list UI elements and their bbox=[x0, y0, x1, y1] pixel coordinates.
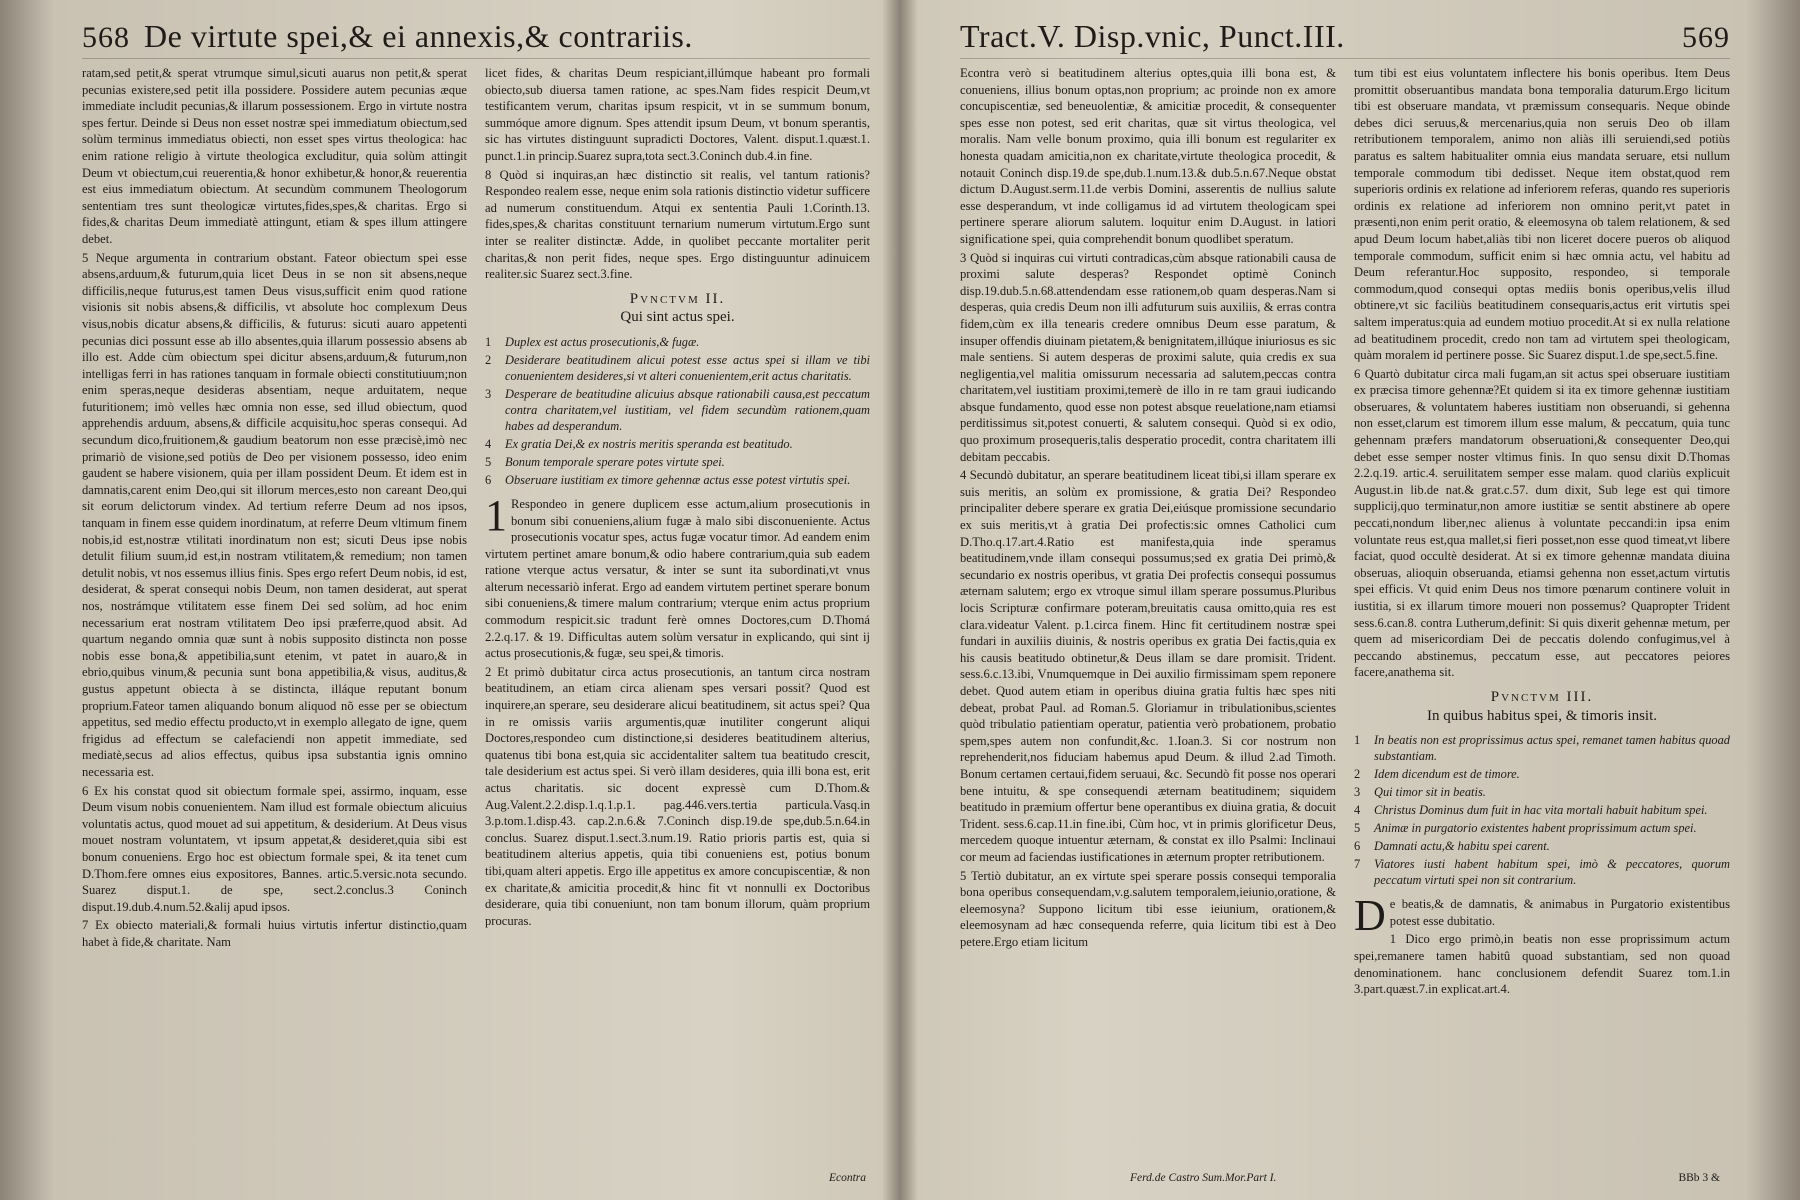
summary-item: 1 In beatis non est proprissimus actus spei, remanet tamen habitus quoad substantiam. bbox=[1354, 733, 1730, 764]
signature-mark: BBb 3 & bbox=[1678, 1172, 1720, 1184]
summary-item: 7 Viatores iusti habent habitum spei, imò & peccatores, quorum peccatum virtuti spei non sit contrarium. bbox=[1354, 857, 1730, 888]
paragraph: De beatis,& de damnatis, & animabus in Purgatorio existentibus potest esse dubitatio. bbox=[1354, 891, 1730, 941]
paragraph: 1Respondeo in genere duplicem esse actum,alium prosecutionis in bonum sibi conueniens,alium fugæ à malo sibi disconueniente. Actus prosecutionis vocatur spes, actus fugæ vocatur timor. Ad eandem enim virtutem pertinet amare bonum,& odio habere contrarium,quia sub eadem ratione vterque actus versatur, & inter se sunt ita subordinati,vt vnus alterum necessariò inferat. Ergo ad eandem virtutem pertinet sperare bonum sibi conueniens,& timere malum contrarium; vterque enim actus proprium commodum respicit.sic tradunt ferè omnes Doctores,cum D.Thomá 2.2.q.17. & 19. Difficultas autem solùm versatur in explicando, qui sint ij actus prosecutionis,& fugæ, seu spei,& timoris. bbox=[485, 490, 870, 661]
paragraph: 4 Secundò dubitatur, an sperare beatitudinem liceat tibi,si illam sperare ex suis meritis, an solùm ex promissione, & gratia Dei? Respondeo principaliter debere sperare ex gratia Dei,eiúsque promissione secundario ex suis meritis,vt à gratia Dei profectis:sic omnes Catholici cum D.Tho.q.17.art.4.Ratio est manifesta,quia inde speramus beatitudinem,vnde illam consequi possumus;sed ex gratia Dei primò,& secundario ex nostris operibus, vt gratia Dei profectis consequi possumus æternam salutem; ergo ex vtroque simul illam sperare possumus.Pluribus locis Scripturæ confirmare poteram,breuitatis causa omitto,quia res est clara.videatur Valent. p.1.circa finem. Hinc fit certitudinem nostræ spei fundari in auxiliis diuinis, & nostris operibus ex gratia Dei factis,quia ex his causis beatitudo obtinetur,& Deus illam se dare promisit. Trident. sess.6.c.13.ibi, Vnumquemque in Dei auxilio firmissimam spem reponere debet. Quod autem etiam in operibus diuina gratia fultis hæc spes niti debeat, probat Paul. ad Roman.5. Gloriamur in tribulationibus,scientes quòd tribulatio patientiam operatur, patientia verò probationem, probatio spem,spes autem non confundit,&c. 1.Ioan.3. Si cor nostrum non reprehenderit,nos fiduciam habemus apud Deum. & illud 2.ad Timoth. Bonum certamen certaui,fidem seruaui, &c. Secundò fit posse nos operari bene intuitu, & spe consequendi æternam beatitudinem; siquidem beatitudo in præmium offertur bene operantibus ex diuina gratia, & docuit Trident. sess.6.cap.11.in fine.ibi, Cùm hoc, vt in primis glorificetur Deus, mercedem quoque intuentur æternam, & constat ex illo Psalmi: Inclinaui cor meum ad faciendas iustificationes in æternum propter retributionem. bbox=[960, 468, 1336, 864]
summary-list bbox=[485, 334, 870, 488]
paragraph: 6 Ex his constat quod sit obiectum formale spei, assirmo, inquam, esse Deum visum nobis conuenientem. Nam illud est formale obiectum alicuius voluntatis actus, quod mouet ad sui appetitum, & desiderium. At Deus visus mouet nostram voluntatem, vt ipsum appetat,& desideret,quia sibi est bonum conueniens. Ergo hoc est obiectum formale spei, & ita tenet cum D.Thom.fere omnes eius expositores, Bannes. artic.5.versic.nota secundo. Suarez disput.1. de spe, sect.2.conclus.3 Coninch disput.19.dub.4.num.52.&alij apud ipsos. bbox=[82, 783, 467, 914]
paragraph: 1 Dico ergo primò,in beatis non esse proprissimum actum spei,remanere tamen habitû quoad substantiam, sed non quoad denominationem. hanc conclusionem defendit Suarez tom.1.in 3.part.quæst.7.in explicat.art.4. bbox=[1354, 932, 1730, 997]
summary-list bbox=[1354, 732, 1730, 888]
running-title: Tract.V. Disp.vnic, Punct.III. bbox=[960, 18, 1345, 54]
left-columns bbox=[82, 65, 870, 1175]
section-subtitle: Qui sint actus spei. bbox=[620, 309, 735, 326]
paragraph: ratam,sed petit,& sperat vtrumque simul,sicuti auarus non petit,& sperat pecunias existere,sed petit illa possidere. Possidere autem pecunias æque immediate includit pecunias,& illarum possessionem. Ergo in virtute nostra spes fertur. Deinde si Deus non esset nostræ spei immediatum obiectum,sed solùm terminus immediatus obiecti, non esset spes virtus theologica: hac enim ratione religio à virtute theologica excluditur, quia solùm attingit Deum vt obiectum,cui reuerentia,& honor exhibetur,& honor,& reuerentia est eius immediatum obiectum. At secundùm communem Theologorum sententiam tres sunt theologicæ virtutes,fides,spes,& charitas. Ergo si fides,& charitas Deum immediatè attingunt, etiam & spes illum attingere debet. bbox=[82, 66, 467, 246]
summary-item: 4 Christus Dominus dum fuit in hac vita mortali habuit habitum spei. bbox=[1354, 803, 1708, 818]
paragraph: 5 Neque argumenta in contrarium obstant. Fateor obiectum spei esse absens,arduum,& futurum,quia licet Deus in se non sit absens,neque difficilis,neque futurus,est tamen Deus visus,sufficit enim quod ratione visionis sit nobis absens,& difficilis, vt absolute hoc complexum Deus visus,nobis dicatur absens,& difficilis, & futurus: sicuti auaro appetenti pecunias dici possunt esse ab illo absentes,quia illarum possessio absens ab illo est. Adde cùm obiectum spei dicitur absens,arduum,& futurum,non intelligas ferri in has rationes tanquam in formale obiecti constitutiuum;non enim speras,neque desideras absentiam, neque arduitatem, neque futuritionem; imò velles hæc omnia non esse, sed illud obiectum, quod apprehendis arduum, absens,& difficile acquisitu,hoc speras consequi. Ad secundum dico,fruitionem,& gaudium beatorum non esse præcisè,imò nec primariò de visione,sed potiùs de Deo per visionem possesso, ideo enim gaudent se habere visionem, quia per illam possident Deum. Et idem est in damnatis,carent enim Deo,qui sit illorum merces,esto non careant Deo,qui sit eorum delictorum vindex. Ad tertium referre Deum ad nos ipsos, tanquam in finem esse quidem inordinatum, at referre Deum vltimum finem nobis,id est,nostræ vtilitati inordinatum non est; sicuti Deus ipse nobis detulit filium suum,id est,in nostram vtilitatem,& remedium; non tamen detulit nobis, vt nos essemus illius finis. Spes ergo refert Deum nobis, id est, desiderat, & sperat consequi nobis Deum, non tamen desiderat, aut sperat nos, nostrámque vtilitatem esse finem Dei sed solùm, ad hoc enim necessarium erat nostram vtilitatem Deo ipsi præferre,quod absit. Ad quartum negando omnia quæ sunt à nobis supposito distincta non posse nobis esse bona,& appetibilia,sunt etenim, vt patet in auaro,& in ebrio,quibus vinum,& pecunia sunt bona appetibilia,& visus, auditus,& gustus appetunt obiecta à se distincta, illáque reputant bonum proprium.Fateor tamen aliquando bonum aliquod nõ esse per se obiectum appetitus, sed medio effectu producto,vt in exemplo allegato de igne, quem frigidus ad effectum se calefaciendi non appetit immediate, sed mediatè,secus ad alios effectus, quibus ipsa substantia ignis omnino necessaria est. bbox=[82, 250, 467, 779]
paragraph: 6 Quartò dubitatur circa mali fugam,an sit actus spei obseruare iustitiam ex præcisa timore gehennæ?Et quidem si ita ex timore gehennæ iustitiam obseruares, & voluntatem haberes iustitiam non obseruandi, si gehenna non esset,clarum est timorem illum esse malum, & peccatum, quia tunc gehennam præfers mandatorum obseruationi,& consequenter Deo,qui debet esse semper noster vltimus finis. In quo sensu dixit D.Thomas 2.2.q.19. artic.4. seruilitatem semper esse malam. quod clariùs explicuit August.in lib.de nat.& grat.c.57. dum dixit, Sub lege est qui timore supplicij,quo terminatur,non amore iustitiæ se sentit abstinere ab opere peccati,nondum liber,nec alienus à voluntate peccandi:in ipsa enim voluntate reus est,qua mallet,si fieri posset,non esse quod timeat,vt libere faciat, quod occultè desiderat. At si ex timore gehennæ mandata diuina obseruas, alioquin obseruanda, etiamsi gehenna non esset,actum virtutis spei efficis. Vt quid enim Deus nos timore pœnarum continere voluit in iustitia, si ex illarum timore moueri non possemus? Quapropter Trident sess.6.can.8. contra Lutherum,definit: Si quis dixerit gehennæ metum, per quem ad misericordiam Dei de peccatis dolendo confugimus,vel à peccando abstinemus, peccatum esse, aut peccatores peiores facere,anathema sit. bbox=[1354, 366, 1730, 680]
right-columns bbox=[960, 65, 1730, 1175]
page-number: 568 bbox=[82, 21, 130, 54]
paragraph: 5 Tertiò dubitatur, an ex virtute spei sperare possis consequi temporalia bona operibus consequendam,v.g.salutem temporalem,ieiunio,oratione, & eleemosyna? Suppono licitum tibi esse ieiunium, orationem,& eleemosynam ad hæc consequenda referre, quia licitum tibi est à Deo petere.Ergo etiam licitum bbox=[960, 868, 1336, 949]
paragraph: 8 Quòd si inquiras,an hæc distinctio sit realis, vel tantum rationis? Respondeo realem esse, neque enim sola rationis distinctio videtur sufficere ad numerum constituendum. Atqui ex sententia Pauli 1.Corinth.13. fides,spes,& charitas constituunt ternarium numerum virtutum.Ergo sunt inter se realiter distinctæ. Adde, in quolibet peccante mortaliter perit charitas,& non perit fides, neque spes. Ergo distinguuntur adinuicem realiter.sic Suarez sect.3.fine. bbox=[485, 167, 870, 282]
running-head-right bbox=[960, 18, 1730, 59]
right-column-2 bbox=[1354, 65, 1730, 1175]
footer-signature: Ferd.de Castro Sum.Mor.Part I. bbox=[1130, 1172, 1277, 1184]
catchword: Econtra bbox=[828, 1172, 866, 1184]
paragraph: licet fides, & charitas Deum respiciant,illúmque habeant pro formali obiecto,sub diuersa tamen ratione, ac spes.Nam fides respicit Deum,vt testificantem verum, charitas ipsum respicit, vt in se summum bonum, summóque amore dignum. Spes attendit ipsum Deum, vt bonum sperantis, sic has virtutes distinguunt supradicti Doctores, Valent. disput.1.quæst.1. punct.1.in princip.Suarez supra,tota sect.3.Coninch dub.4.in fine. bbox=[485, 66, 870, 163]
summary-item: 6 Damnati actu,& habitu spei carent. bbox=[1354, 839, 1550, 854]
summary-item: 1 Duplex est actus prosecutionis,& fugæ. bbox=[485, 334, 700, 349]
summary-item: 3 Qui timor sit in beatis. bbox=[1354, 785, 1486, 800]
running-title: De virtute spei,& ei annexis,& contrariis. bbox=[144, 18, 693, 54]
summary-item: 2 Idem dicendum est de timore. bbox=[1354, 767, 1520, 782]
paragraph: Econtra verò si beatitudinem alterius optes,quia illi bona est, & conueniens, illius bonum optas,non proprium; ac proinde non ex amore concupiscentiæ, sed beneuolentiæ, & amicitiæ procedit, & consequenter spes esse non potest, sed erit charitas, quæ sit virtus theologica, vel moralis. Nam velle bonum proximo, quia illi bonum est regulariter ex honesta quadam amicitia,non ex charitate,virtute theologica procedit, & notauit Coninch disp.19.de spe,dub.1.num.13.& dub.5.n.67.Neque obstat dictum D.August.serm.11.de verbis Domini, asserentis de nullius salute esse desperandum, vt inde colligamus id ad virtutem theologicam spei pertinere sperare aliorum salutem. loquitur enim D.August. in latiori significatione spei, quia comprehendit bonum quodlibet speratum. bbox=[960, 66, 1336, 246]
summary-item: 2 Desiderare beatitudinem alicui potest esse actus spei si illam ve tibi conuenientem desideres,si vt alteri conuenientem,erit actus charitatis. bbox=[485, 352, 870, 383]
section-title: Pvnctvm III. bbox=[1490, 688, 1594, 705]
right-page bbox=[900, 0, 1800, 1200]
left-column-1 bbox=[82, 65, 467, 1175]
summary-item: 6 Obseruare iustitiam ex timore gehennæ actus esse potest virtutis spei. bbox=[485, 472, 851, 487]
summary-item: 5 Animæ in purgatorio existentes habent proprissimum actum spei. bbox=[1354, 821, 1697, 836]
paragraph: tum tibi est eius voluntatem inflectere his bonis operibus. Item Deus promittit obseruantibus mandata bona temporalia daturum.Ergo licitum tibi est obseruare mandata, vt præmissum consequaris. Neque obinde debes dici seruus,& mercenarius,quia non seruis Deo ob illam retributionem temporalem, animo non aliàs illi seruiendi,sed potiùs paratus es saltem habitualiter omnia eius mandata seruare, etsi nullum temporale commodum tibi dedisset. Neque item obstat,quod rem superioris ordinis ex relatione ad inferiorem referas, quando res superioris ordinis ex relatione ad inferiorem non omnino perit,vt patet in præsenti,non enim perit oratio, & eleemosyna ob talem relationem, & sed apud Deum locum habet,aliàs tibi non liceret docere pueros ob aliquod temporale commodum, sufficit enim si hæc omnia actu, vel habitu ad Deum referantur.Hoc supposito, respondeo, si temporale commodum,quod consequi optas mediis bonis operibus,velis illud obtinere,vt sic faciliùs beatitudinem consequaris,actus erit virtutis spei saltem imperatus:quia ad eundem motiuo procedit.At si ex nulla relatione ad beatitudinem procedit, credo non tam ad virtutem spei theologicam, quàm moralem id pertinere posse. Sic Suarez disput.1.de spe,sect.5.fine. bbox=[1354, 66, 1730, 363]
section-subtitle: In quibus habitus spei, & timoris insit. bbox=[1426, 707, 1657, 724]
summary-item: 4 Ex gratia Dei,& ex nostris meritis speranda est beatitudo. bbox=[485, 436, 793, 451]
right-column-1 bbox=[960, 65, 1336, 1175]
left-column-2 bbox=[485, 65, 870, 1175]
paragraph: 3 Quòd si inquiras cui virtuti contradicas,cùm absque rationabili causa de proximi salute desperas? Respondet optimè Coninch disp.19.dub.5.n.68.attendendam esse rationem,ob quam desperas.Nam si desperas, quia credis Deum non illi adfuturum suis auxiliis, & erras contra fidem,cùm ex illa tenearis credere omnibus Deum esse paratum, & insuper offendis diuinam pietatem,& benignitatem,illúque iniuriosus es sic male sentiens. Si autem desperas de proximi salute, quia credis ex sua negligentia,vel malitia omissurum necessaria ad salutem,peccas contra charitatem,vel iustitiam proximi,temerè de illo in re tam graui iudicando absque fundamento, quod esse non potest absque reuelatione,nam etiamsi perditissimus sit,potest conuerti, & salutem consequi. Quòd si ex odio, quo proximum prosequeris,talis desperatio procedit, contra charitatem illi debitam peccabis. bbox=[960, 250, 1336, 464]
page-number: 569 bbox=[1682, 21, 1730, 54]
summary-item: 3 Desperare de beatitudine alicuius absque rationabili causa,est peccatum contra charitatem,vel iustitiam, vel fidem secundùm rationem,quam habes ad desperandum. bbox=[485, 386, 870, 433]
running-head-left bbox=[82, 18, 870, 59]
paragraph: 2 Et primò dubitatur circa actus prosecutionis, an tantum circa nostram beatitudinem, an etiam circa alienam spes versari possit? Quod est inquirere,an sperare, seu desiderare alicui beatitudinem, sit actus spei? Qua in re omissis variis argumentis,quæ inutiliter congerunt aliqui Doctores,respondeo cum distinctione,si desideres beatitudinem alterius, quatenus tibi bona est,quia sic accidentaliter saltem tua beatitudo crescit, tale desiderium est actus spei. Si verò illam desideres, quia illi bona est, erit actus charitatis. sic docent expressè cum D.Thom.& Aug.Valent.2.2.disp.1.q.1.p.1. pag.446.vers.tertia particula.Vasq.in 3.p.tom.1.disp.43. cap.2.n.6.& 7.Coninch disp.19.de spe,dub.5.n.64.in conclus. Suarez disput.1.sect.3.num.19. Ratio prioris partis est, quia si beatitudinem alterius appetis, quia tibi conueniens est, potius bonum tibi,quam alteri appetis. Ergo ille appetitus ex amore concupiscentiæ, & non ex charitate,& amicitia procedit,& hinc fit vt nonnulli ex Doctoribus desiderare, quia tibi conueniunt, non tam bonum illorum, quàm proprium procuras. bbox=[485, 664, 870, 928]
paragraph: 7 Ex obiecto materiali,& formali huius virtutis infertur distinctio,quam habet à fide,& charitate. Nam bbox=[82, 918, 467, 949]
section-title: Pvnctvm II. bbox=[629, 290, 726, 307]
summary-item: 5 Bonum temporale sperare potes virtute spei. bbox=[485, 454, 725, 469]
